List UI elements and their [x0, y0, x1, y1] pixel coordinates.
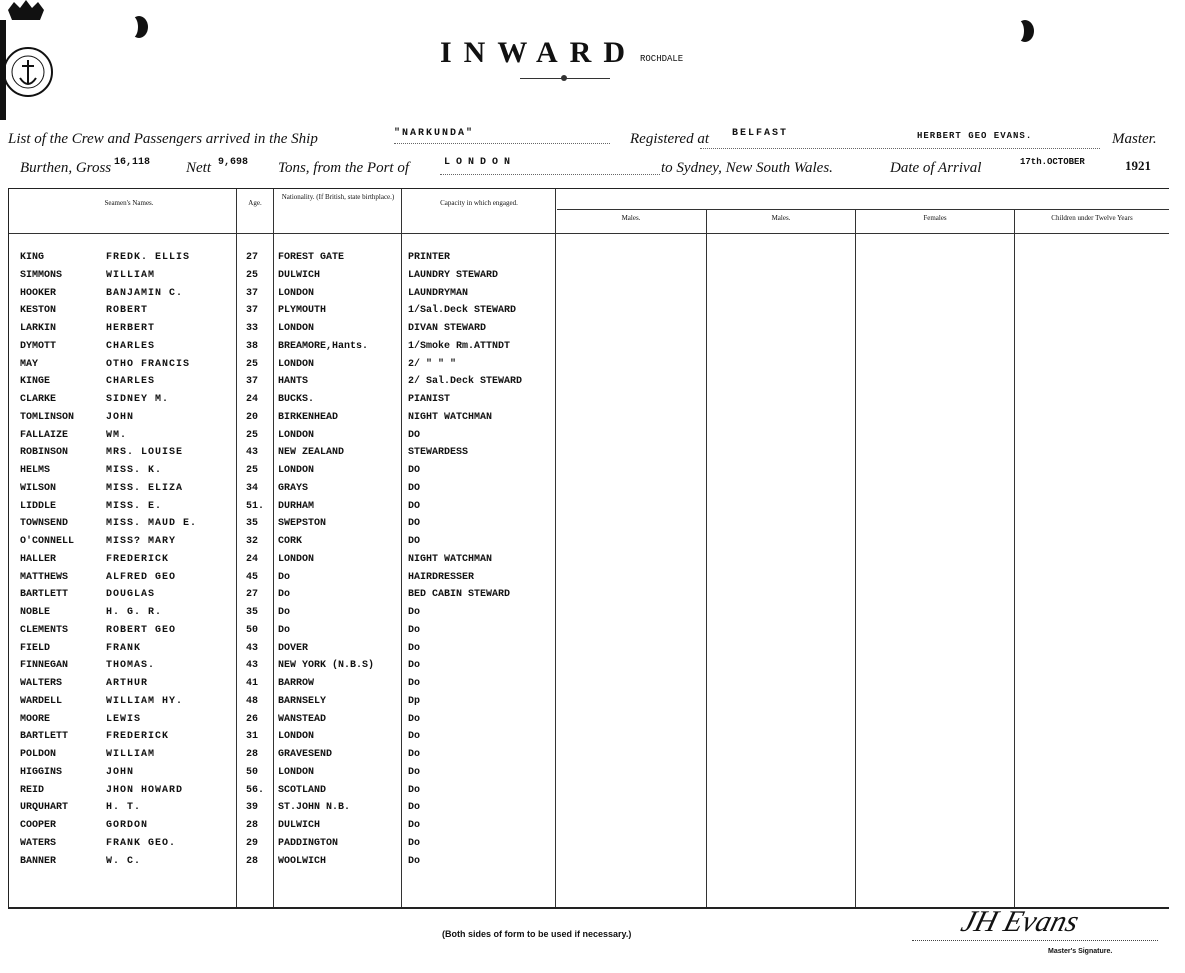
capacity-cell: 1/Smoke Rm.ATTNDT: [408, 340, 511, 352]
given-names-cell: FRANK GEO.: [106, 837, 177, 849]
arrival-year: 1921: [1125, 158, 1151, 173]
given-names-cell: GORDON: [106, 820, 149, 831]
binder-hole-left: [130, 16, 148, 38]
table-row: [8, 820, 568, 837]
burthen-label: Burthen, Gross: [20, 160, 112, 176]
surname-cell: KESTON: [20, 305, 57, 317]
table-row: [8, 572, 568, 589]
given-names-cell: MISS? MARY: [106, 536, 177, 547]
nationality-cell: FOREST GATE: [278, 252, 345, 263]
surname-cell: BARTLETT: [20, 589, 69, 601]
table-row: [8, 589, 568, 606]
table-row: [8, 536, 568, 553]
surname-cell: DYMOTT: [20, 340, 57, 352]
age-cell: 28: [246, 820, 259, 831]
nationality-cell: BIRKENHEAD: [278, 411, 339, 423]
table-row: [8, 501, 568, 518]
surname-cell: TOMLINSON: [20, 411, 75, 423]
departure-port: LONDON: [444, 157, 517, 168]
header-males-2: Males.: [771, 214, 791, 222]
ship-line-prefix: List of the Crew and Passengers arrived in the Ship: [8, 131, 318, 147]
capacity-cell: Do: [408, 749, 421, 760]
age-cell: 25: [246, 269, 259, 281]
capacity-cell: 2/ Sal.Deck STEWARD: [408, 376, 523, 388]
header-age: Age.: [248, 199, 262, 207]
ship-name: "NARKUNDA": [394, 128, 475, 139]
surname-cell: BANNER: [20, 855, 57, 867]
surname-cell: HIGGINS: [20, 766, 63, 778]
surname-cell: FALLAIZE: [20, 429, 69, 441]
capacity-cell: 2/ " " ": [408, 358, 457, 370]
capacity-cell: Do: [408, 607, 421, 618]
table-row: [8, 376, 568, 393]
capacity-cell: DO: [408, 429, 421, 441]
surname-cell: POLDON: [20, 749, 57, 760]
given-names-cell: JOHN: [106, 766, 135, 778]
table-row: [8, 323, 568, 340]
given-names-cell: DOUGLAS: [106, 589, 156, 601]
table-row: [8, 430, 568, 447]
nationality-cell: WANSTEAD: [278, 713, 327, 725]
given-names-cell: WILLIAM HY.: [106, 695, 184, 707]
given-names-cell: MISS. E.: [106, 500, 163, 512]
nationality-cell: LONDON: [278, 553, 315, 565]
col-divider: [706, 209, 707, 907]
table-row: [8, 252, 568, 269]
capacity-cell: Do: [408, 624, 421, 636]
age-cell: 56.: [246, 784, 265, 796]
capacity-cell: STEWARDESS: [408, 447, 469, 459]
nationality-cell: NEW YORK (N.B.S): [278, 660, 375, 672]
age-cell: 43: [246, 447, 259, 459]
surname-cell: KING: [20, 252, 45, 263]
port-rule: [440, 174, 660, 175]
capacity-cell: Do: [408, 678, 421, 689]
shipping-office-seal: [0, 0, 60, 120]
age-cell: 24: [246, 553, 259, 565]
given-names-cell: MISS. MAUD E.: [106, 518, 198, 530]
age-cell: 25: [246, 465, 259, 476]
master-name: HERBERT GEO EVANS.: [917, 131, 1033, 141]
nationality-cell: LONDON: [278, 323, 315, 334]
nationality-cell: ST.JOHN N.B.: [278, 802, 351, 814]
surname-cell: COOPER: [20, 820, 57, 831]
surname-cell: LARKIN: [20, 323, 57, 334]
nationality-cell: DULWICH: [278, 820, 321, 831]
given-names-cell: FREDK. ELLIS: [106, 252, 191, 263]
given-names-cell: JOHN: [106, 411, 135, 423]
age-cell: 31: [246, 731, 259, 743]
age-cell: 27: [246, 252, 259, 263]
age-cell: 25: [246, 358, 259, 370]
surname-cell: WILSON: [20, 482, 57, 494]
nationality-cell: SCOTLAND: [278, 784, 327, 796]
capacity-cell: NIGHT WATCHMAN: [408, 411, 493, 423]
table-row: [8, 270, 568, 287]
given-names-cell: ALFRED GEO: [106, 571, 177, 583]
table-row: [8, 856, 568, 873]
surname-cell: CLARKE: [20, 394, 57, 405]
given-names-cell: THOMAS.: [106, 660, 156, 672]
nationality-cell: PADDINGTON: [278, 837, 339, 849]
given-names-cell: WILLIAM: [106, 269, 156, 281]
capacity-cell: DO: [408, 536, 421, 547]
age-cell: 35: [246, 607, 259, 618]
nationality-cell: PLYMOUTH: [278, 305, 327, 317]
nationality-cell: GRAYS: [278, 482, 309, 494]
surname-cell: FINNEGAN: [20, 660, 69, 672]
registered-port: BELFAST: [732, 128, 789, 139]
age-cell: 28: [246, 749, 259, 760]
capacity-cell: Do: [408, 784, 421, 796]
capacity-cell: DO: [408, 482, 421, 494]
age-cell: 48: [246, 695, 259, 707]
age-cell: 34: [246, 482, 259, 494]
age-cell: 43: [246, 660, 259, 672]
surname-cell: WATERS: [20, 837, 57, 849]
given-names-cell: OTHO FRANCIS: [106, 358, 191, 370]
given-names-cell: LEWIS: [106, 713, 142, 725]
table-row: [8, 554, 568, 571]
header-rule-right-bottom: [557, 233, 1169, 234]
surname-cell: WALTERS: [20, 678, 63, 689]
given-names-cell: MISS. K.: [106, 465, 163, 476]
capacity-cell: Dp: [408, 695, 421, 707]
header-rule: [9, 233, 557, 234]
capacity-cell: 1/Sal.Deck STEWARD: [408, 305, 517, 317]
age-cell: 51.: [246, 500, 265, 512]
capacity-cell: Do: [408, 642, 421, 654]
age-cell: 29: [246, 837, 259, 849]
table-row: [8, 785, 568, 802]
given-names-cell: HERBERT: [106, 323, 156, 334]
header-rule-right: [557, 209, 1169, 210]
nationality-cell: WOOLWICH: [278, 855, 327, 867]
nationality-cell: DULWICH: [278, 269, 321, 281]
capacity-cell: Do: [408, 766, 421, 778]
age-cell: 38: [246, 340, 259, 352]
header-children: Children under Twelve Years: [1051, 214, 1133, 222]
given-names-cell: MISS. ELIZA: [106, 482, 184, 494]
given-names-cell: H. G. R.: [106, 607, 163, 618]
col-divider: [855, 209, 856, 907]
table-row: [8, 359, 568, 376]
signature-rule: [912, 940, 1158, 941]
nationality-cell: BUCKS.: [278, 394, 315, 405]
signature-label: Master's Signature.: [1048, 948, 1113, 955]
ship-name-rule: [394, 143, 610, 144]
age-cell: 35: [246, 518, 259, 530]
capacity-cell: DO: [408, 465, 421, 476]
nationality-cell: Do: [278, 624, 291, 636]
table-row: [8, 625, 568, 642]
table-row: [8, 288, 568, 305]
nationality-cell: LONDON: [278, 358, 315, 370]
capacity-cell: Do: [408, 660, 421, 672]
tons-from-port-label: Tons, from the Port of: [278, 160, 409, 176]
title-stamp: ROCHDALE: [640, 54, 684, 64]
given-names-cell: JHON HOWARD: [106, 784, 184, 796]
capacity-cell: DIVAN STEWARD: [408, 323, 487, 334]
nationality-cell: BREAMORE,Hants.: [278, 340, 369, 352]
nationality-cell: HANTS: [278, 376, 309, 388]
table-row: [8, 465, 568, 482]
capacity-cell: LAUNDRY STEWARD: [408, 269, 499, 281]
nationality-cell: SWEPSTON: [278, 518, 327, 530]
given-names-cell: ROBERT: [106, 305, 149, 317]
table-row: [8, 731, 568, 748]
age-cell: 37: [246, 287, 259, 299]
capacity-cell: PIANIST: [408, 394, 451, 405]
binder-hole-right: [1016, 20, 1034, 42]
table-row: [8, 483, 568, 500]
header-females: Females: [923, 214, 947, 222]
surname-cell: FIELD: [20, 642, 51, 654]
ship-line: [8, 131, 318, 148]
given-names-cell: FREDERICK: [106, 731, 170, 743]
destination-label: to Sydney, New South Wales.: [661, 160, 833, 176]
nett-tons: 9,698: [218, 157, 249, 168]
nett-label: Nett: [186, 160, 211, 176]
surname-cell: MOORE: [20, 713, 51, 725]
header-males-1: Males.: [621, 214, 641, 222]
age-cell: 28: [246, 855, 259, 867]
given-names-cell: FRANK: [106, 642, 142, 654]
table-row: [8, 714, 568, 731]
capacity-cell: Do: [408, 820, 421, 831]
nationality-cell: LONDON: [278, 766, 315, 778]
surname-cell: SIMMONS: [20, 269, 63, 281]
date-label: Date of Arrival: [890, 160, 982, 176]
surname-cell: WARDELL: [20, 695, 63, 707]
capacity-cell: Do: [408, 855, 421, 867]
capacity-cell: DO: [408, 500, 421, 512]
capacity-cell: DO: [408, 518, 421, 530]
given-names-cell: H. T.: [106, 802, 142, 814]
age-cell: 27: [246, 589, 259, 601]
nationality-cell: LONDON: [278, 429, 315, 441]
capacity-cell: Do: [408, 837, 421, 849]
table-row: [8, 660, 568, 677]
age-cell: 20: [246, 411, 259, 423]
footer-note: (Both sides of form to be used if necessary.): [442, 929, 632, 939]
table-row: [8, 607, 568, 624]
nationality-cell: LONDON: [278, 731, 315, 743]
capacity-cell: PRINTER: [408, 252, 451, 263]
nationality-cell: Do: [278, 571, 291, 583]
surname-cell: BARTLETT: [20, 731, 69, 743]
header-capacity: Capacity in which engaged.: [440, 199, 518, 207]
table-row: [8, 447, 568, 464]
surname-cell: NOBLE: [20, 607, 51, 618]
nationality-cell: GRAVESEND: [278, 749, 333, 760]
given-names-cell: BANJAMIN C.: [106, 287, 184, 299]
age-cell: 50: [246, 766, 259, 778]
nationality-cell: BARROW: [278, 678, 315, 689]
capacity-cell: Do: [408, 731, 421, 743]
capacity-cell: NIGHT WATCHMAN: [408, 553, 493, 565]
age-cell: 37: [246, 305, 259, 317]
header-names: Seamen's Names.: [104, 199, 154, 207]
surname-cell: HELMS: [20, 465, 51, 476]
surname-cell: KINGE: [20, 376, 51, 388]
nationality-cell: DURHAM: [278, 500, 315, 512]
age-cell: 32: [246, 536, 259, 547]
age-cell: 37: [246, 376, 259, 388]
form-title: INWARD: [440, 36, 638, 69]
given-names-cell: ARTHUR: [106, 678, 149, 689]
capacity-cell: LAUNDRYMAN: [408, 287, 469, 299]
nationality-cell: LONDON: [278, 465, 315, 476]
header-nationality: Nationality. (If British, state birthplace.): [281, 193, 395, 201]
surname-cell: LIDDLE: [20, 500, 57, 512]
registered-rule: [700, 148, 1100, 149]
table-row: [8, 394, 568, 411]
surname-cell: MAY: [20, 358, 39, 370]
age-cell: 25: [246, 429, 259, 441]
given-names-cell: SIDNEY M.: [106, 394, 170, 405]
capacity-cell: HAIRDRESSER: [408, 571, 475, 583]
surname-cell: TOWNSEND: [20, 518, 69, 530]
table-row: [8, 749, 568, 766]
nationality-cell: NEW ZEALAND: [278, 447, 345, 459]
arrival-date: 17th.OCTOBER: [1020, 157, 1085, 167]
age-cell: 41: [246, 678, 259, 689]
age-cell: 50: [246, 624, 259, 636]
surname-cell: MATTHEWS: [20, 571, 69, 583]
table-row: [8, 412, 568, 429]
given-names-cell: CHARLES: [106, 376, 156, 388]
age-cell: 43: [246, 642, 259, 654]
title-rule-dot: [561, 75, 567, 81]
capacity-cell: Do: [408, 713, 421, 725]
surname-cell: O'CONNELL: [20, 536, 75, 547]
master-signature: JH Evans: [957, 905, 1083, 938]
table-row: [8, 643, 568, 660]
age-cell: 45: [246, 571, 259, 583]
given-names-cell: MRS. LOUISE: [106, 447, 184, 459]
nationality-cell: DOVER: [278, 642, 309, 654]
nationality-cell: LONDON: [278, 287, 315, 299]
nationality-cell: BARNSELY: [278, 695, 327, 707]
given-names-cell: CHARLES: [106, 340, 156, 352]
surname-cell: URQUHART: [20, 802, 69, 814]
table-row: [8, 341, 568, 358]
given-names-cell: WILLIAM: [106, 749, 156, 760]
table-row: [8, 802, 568, 819]
surname-cell: ROBINSON: [20, 447, 69, 459]
given-names-cell: W. C.: [106, 855, 142, 867]
given-names-cell: ROBERT GEO: [106, 624, 177, 636]
table-row: [8, 678, 568, 695]
table-row: [8, 767, 568, 784]
surname-cell: REID: [20, 784, 45, 796]
given-names-cell: WM.: [106, 429, 128, 441]
age-cell: 39: [246, 802, 259, 814]
nationality-cell: Do: [278, 589, 291, 601]
gross-tons: 16,118: [114, 157, 151, 168]
table-row: [8, 518, 568, 535]
surname-cell: HALLER: [20, 553, 57, 565]
capacity-cell: BED CABIN STEWARD: [408, 589, 511, 601]
capacity-cell: Do: [408, 802, 421, 814]
col-divider: [1014, 209, 1015, 907]
registered-label: Registered at: [630, 131, 710, 147]
given-names-cell: FREDERICK: [106, 553, 170, 565]
nationality-cell: CORK: [278, 536, 303, 547]
table-row: [8, 838, 568, 855]
age-cell: 33: [246, 323, 259, 334]
age-cell: 26: [246, 713, 259, 725]
table-row: [8, 305, 568, 322]
age-cell: 24: [246, 394, 259, 405]
surname-cell: HOOKER: [20, 287, 57, 299]
surname-cell: CLEMENTS: [20, 624, 69, 636]
master-label: Master.: [1112, 131, 1157, 147]
table-row: [8, 696, 568, 713]
nationality-cell: Do: [278, 607, 291, 618]
